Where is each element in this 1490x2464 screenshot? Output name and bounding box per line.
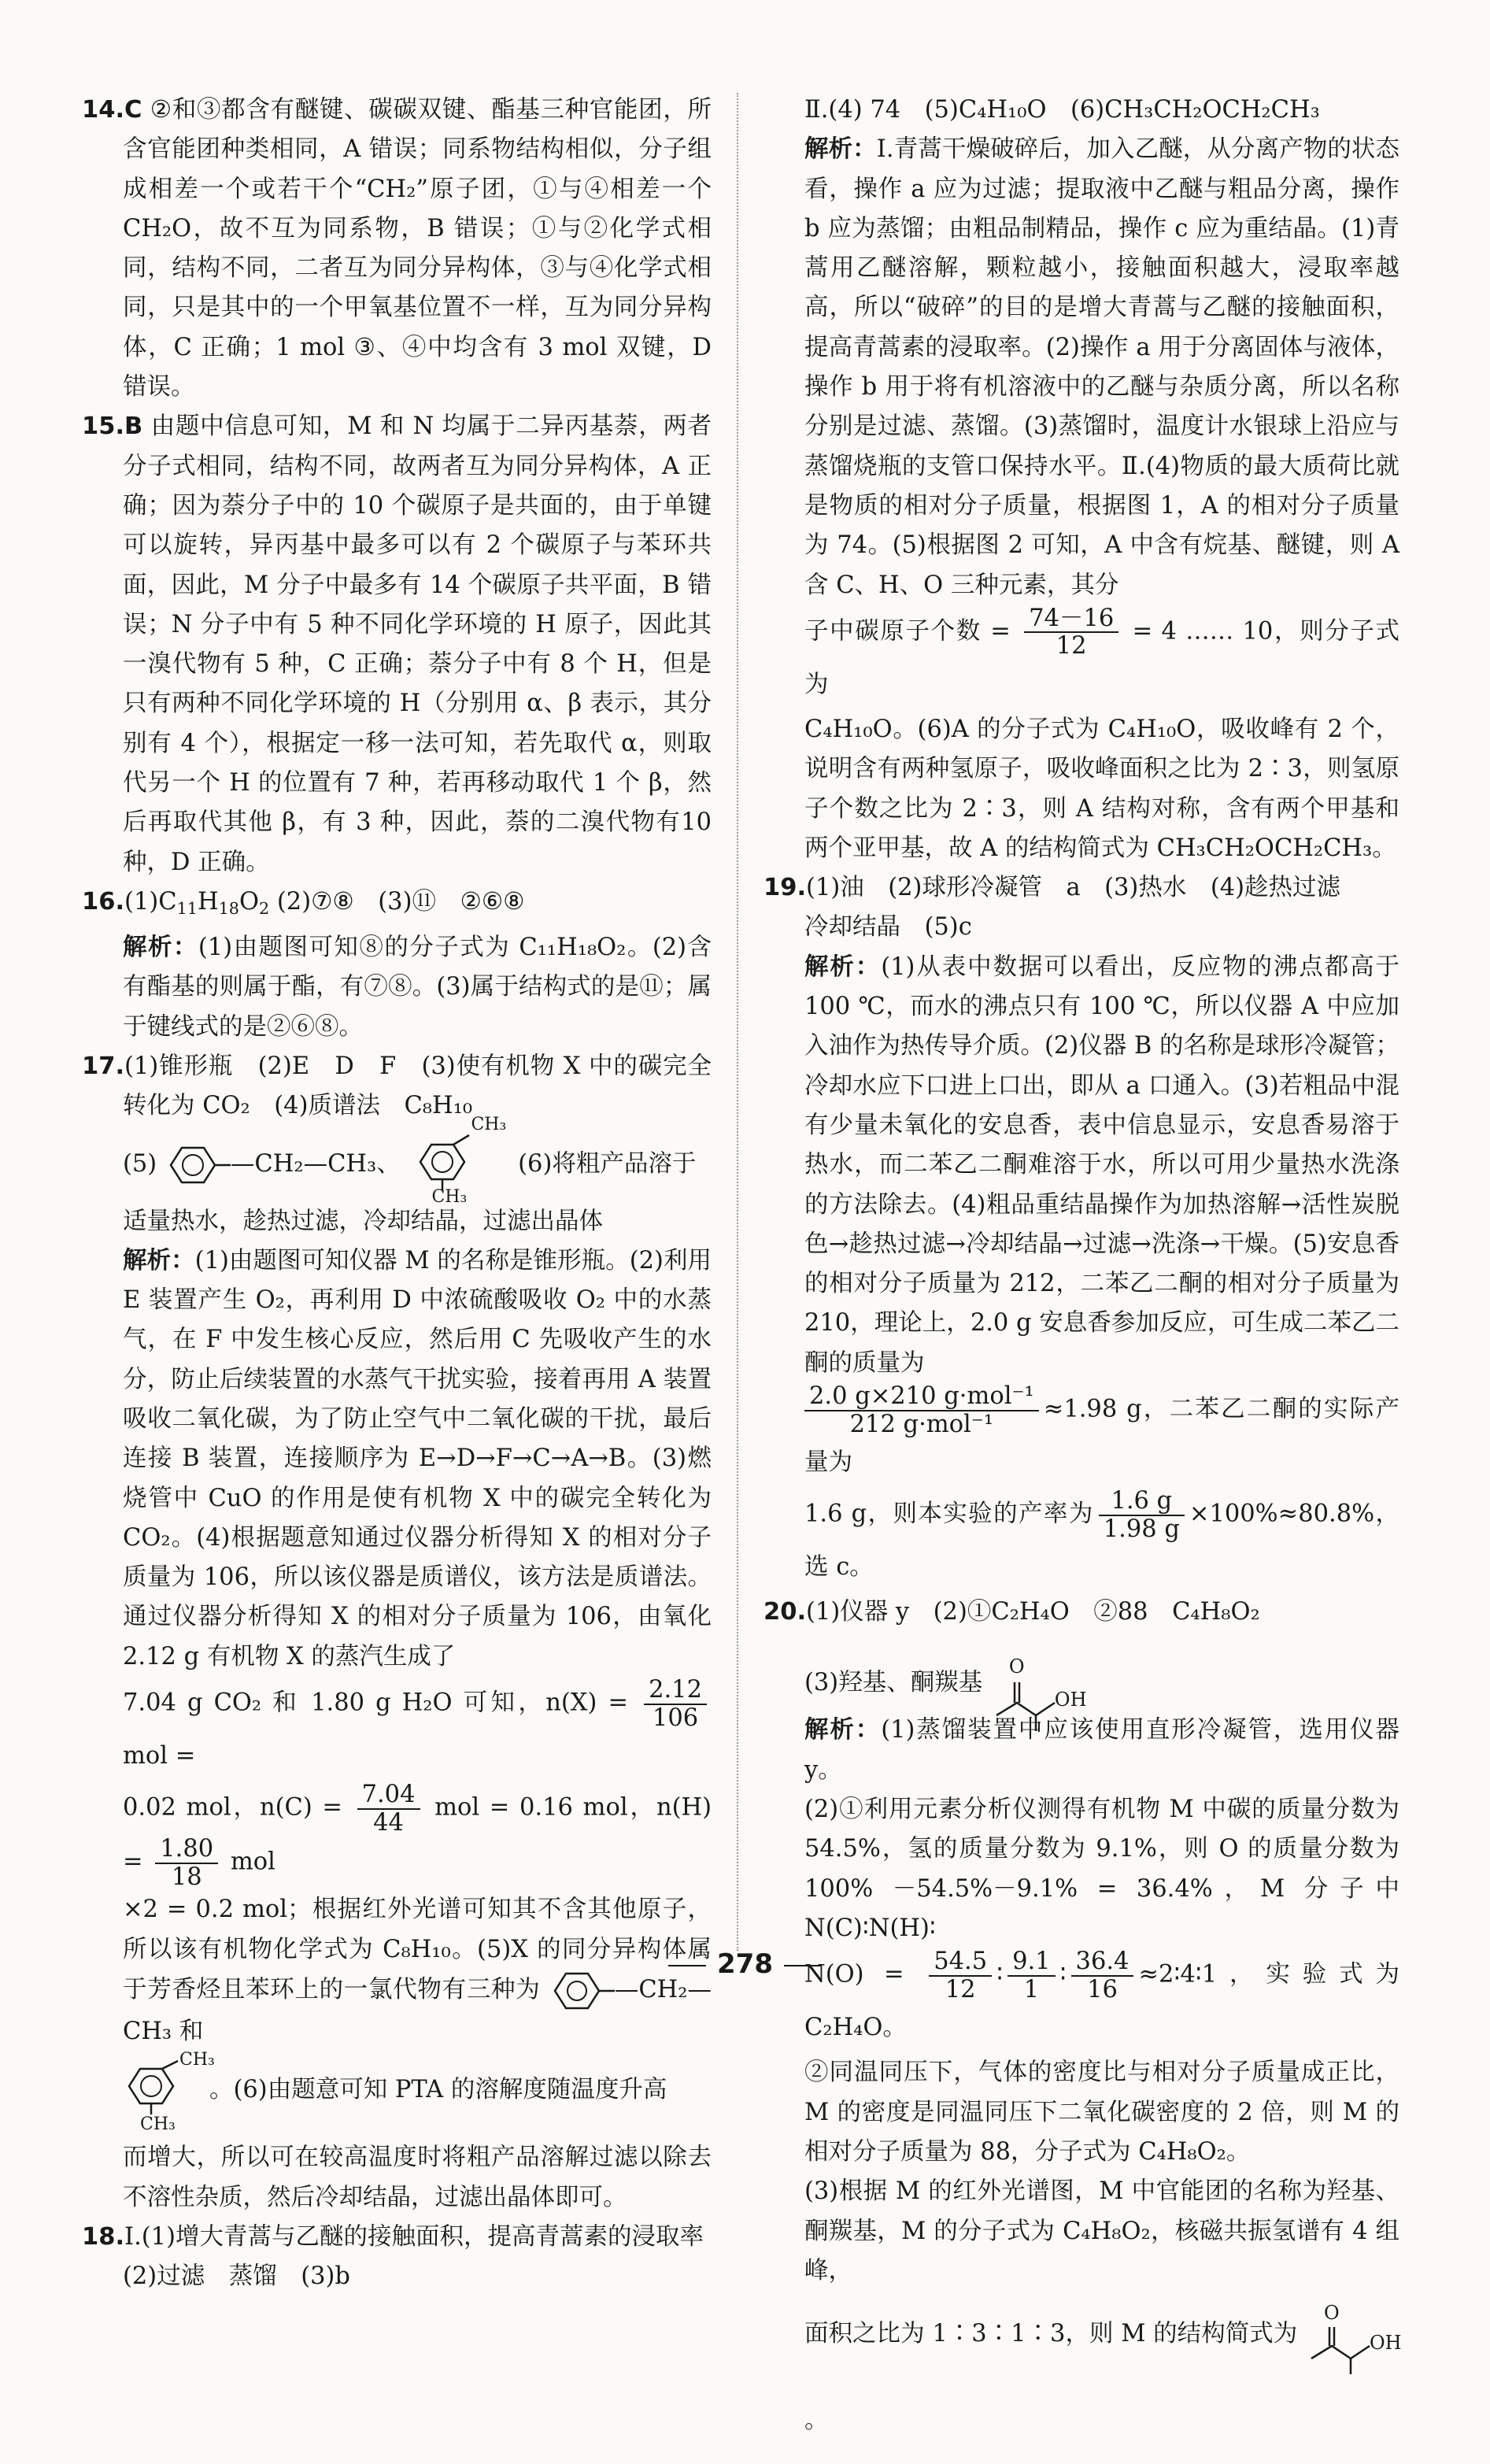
unit: mol xyxy=(230,1848,275,1876)
answer-line-1: Ⅰ.(1)增大青蒿与乙醚的接触面积，提高青蒿素的浸取率 xyxy=(124,2222,704,2251)
explanation-text: ②和③都含有醚键、碳碳双键、酯基三种官能团，所含官能团种类相同，A 错误；同系物结构相似，分子组成相差一个或若干个“CH₂”原子团，①与④相差一个 CH₂O，故不互为同系物，B 错误；①与②化学式相同，结构不同，二者互为同分异构体，③与④化学式相同，只是其中的一个甲氧基位置不一样，互为同分异构体，C 正确；1 mol ③、④中均含有 3 mol 双键，D 错误。 xyxy=(123,96,712,401)
explanation-text: (3)根据 M 的红外光谱图，M 中官能团的名称为羟基、酮羰基，M 的分子式为 C₄H₈O₂，核磁共振氢谱有 4 组峰， xyxy=(804,2177,1399,2285)
question-number: 17. xyxy=(82,1052,125,1080)
jiexi-label: 解析： xyxy=(804,135,877,164)
explanation-text: 面积之比为 1∶3∶1∶3，则 M 的结构简式为 xyxy=(804,2320,1298,2348)
denominator: 1.98 g xyxy=(1103,1515,1180,1543)
subscript: 2 xyxy=(258,898,270,918)
numerator: 74－16 xyxy=(1024,605,1118,634)
jiexi-label: 解析： xyxy=(804,1716,882,1744)
jiexi-label: 解析： xyxy=(123,1246,195,1275)
numerator: 7.04 xyxy=(357,1781,420,1810)
calc-text: ≈2∶4∶1，实验式为 C₂H₄O。 xyxy=(804,1960,1399,2042)
q17-answer-6-cont xyxy=(82,1202,712,1241)
answer-line-3: Ⅱ.(4) 74 (5)C₄H₁₀O (6)CH₃CH₂OCH₂CH₃ xyxy=(804,96,1320,124)
answer-6: (6)将粗产品溶于 xyxy=(518,1149,697,1178)
meta-xylene-structure xyxy=(123,2050,215,2135)
q20-explanation-3 xyxy=(763,2053,1399,2172)
hydroxyketone-structure xyxy=(1305,2302,1402,2377)
jiexi-label: 解析： xyxy=(804,953,882,981)
answer-letter: B xyxy=(124,413,143,441)
q18-explanation-2 xyxy=(763,710,1399,868)
methyl-label: CH₃ xyxy=(140,2114,176,2135)
q17-calc-line-2 xyxy=(82,1781,712,1890)
q19-explanation xyxy=(763,948,1399,1383)
answer-6-continued: 适量热水，趁热过滤，冷却结晶，过滤出晶体 xyxy=(123,1207,603,1235)
question-14 xyxy=(82,91,712,407)
denominator: 44 xyxy=(373,1808,404,1837)
question-number: 14. xyxy=(82,96,125,124)
q19-answer-2 xyxy=(763,908,1399,947)
q17-explanation-4 xyxy=(82,2138,712,2218)
fraction xyxy=(155,1836,218,1890)
unit: mol = xyxy=(123,1742,196,1770)
calc-text: 7.04 g CO₂ 和 1.80 g H₂O 可知，n(X) = xyxy=(123,1689,628,1717)
numerator: 2.0 g×210 g·mol⁻¹ xyxy=(804,1383,1039,1411)
question-number: 15. xyxy=(82,413,125,441)
explanation-text: (1)由题图可知仪器 M 的名称是锥形瓶。(2)利用 E 装置产生 O₂，再利用 D 中浓硫酸吸收 O₂ 中的水蒸气，在 F 中发生核心反应，然后用 C 先吸收产生的水分，防止后续装置的水蒸气干扰实验，接着再用 A 装置吸收二氧化碳，为了防止空气中二氧化碳的干扰，最后连接 B 装置，连接顺序为 E→D→F→C→A→B。(3)燃烧管中 CuO 的作用是使有机物 X 中的碳完全转化为 CO₂。(4)根据题意知通过仪器分析得知 X 的相对分子质量为 106，所以该仪器是质谱仪，该方法是质谱法。通过仪器分析得知 X 的相对分子质量为 106，由氧化 2.12 g 有机物 X 的蒸汽生成了 xyxy=(123,1246,712,1670)
calc-text: = 4 …… 10，则分子式为 xyxy=(804,617,1399,698)
calc-text: ×100%≈80.8%，选 c。 xyxy=(804,1500,1399,1582)
denominator: 1 xyxy=(1023,1975,1040,2003)
q20-answer-3 xyxy=(763,1632,1399,1711)
hydroxyl-label: OH xyxy=(1054,1689,1087,1711)
fraction xyxy=(357,1781,420,1836)
q19-calc-line-2 xyxy=(763,1488,1399,1593)
methyl-label: CH₃ xyxy=(471,1114,507,1134)
ethyl-group-label: —CH₂—CH₃ xyxy=(123,1975,712,2045)
numerator: 36.4 xyxy=(1071,1948,1134,1977)
explanation-text: Ⅰ.青蒿干燥破碎后，加入乙醚，从分离产物的状态看，操作 a 应为过滤；提取液中乙醚与粗品分离，操作 b 应为蒸馏；由粗品制精品，操作 c 应为重结晶。(1)青蒿用乙醚溶解，颗粒越小，接触面积越大，浸取率越高，所以“破碎”的目的是增大青蒿与乙醚的接触面积，提高青蒿素的浸取率。(2)操作 a 用于分离固体与液体，操作 b 用于将有机溶液中的乙醚与杂质分离，所以名称分别是过滤、蒸馏。(3)蒸馏时，温度计水银球上沿应与蒸馏烧瓶的支管口保持水平。Ⅱ.(4)物质的最大质荷比就是物质的相对分子质量，根据图 1，A 的相对分子质量为 74。(5)根据图 2 可知，A 中含有烷基、醚键，则 A 含 C、H、O 三种元素，其分 xyxy=(804,135,1400,599)
fraction xyxy=(804,1383,1039,1437)
page-number-dash xyxy=(668,1965,706,1966)
answer-line-1: (1)油 (2)球形冷凝管 a (3)热水 (4)趁热过滤 xyxy=(806,874,1341,902)
conjunction: 和 xyxy=(179,2017,204,2045)
denominator: 18 xyxy=(171,1863,202,1891)
explanation-text: 。(6)由题意可知 PTA 的溶解度随温度升高 xyxy=(209,2076,667,2104)
fraction xyxy=(1024,605,1118,660)
q16-explanation xyxy=(82,928,712,1047)
explanation-text: C₄H₁₀O。(6)A 的分子式为 C₄H₁₀O，吸收峰有 2 个，说明含有两种氢原子，吸收峰面积之比为 2∶3，则氢原子个数之比为 2∶3，则 A 结构对称，含有两个甲基和两个亚甲基，故 A 的结构简式为 CH₃CH₂OCH₂CH₃。 xyxy=(804,715,1399,862)
question-16: $16.(1)C_{11}H_{18}O_2$ (2)⑦⑧ (3)⑪ ②⑥⑧ xyxy=(82,887,525,918)
period: 。 xyxy=(804,2407,829,2435)
denominator: 12 xyxy=(1056,632,1087,660)
answer-line-1: (1)锥形瓶 (2)E D F (3)使有机物 X 中的碳完全转化为 CO₂ (4)质谱法 C₈H₁₀ xyxy=(123,1052,712,1120)
page-number-dash xyxy=(784,1965,822,1966)
explanation-text: (1)蒸馏装置中应该使用直形冷凝管，选用仪器 y。 xyxy=(804,1716,1400,1784)
numerator: 1.80 xyxy=(155,1836,218,1864)
question-18 xyxy=(82,2218,712,2257)
numerator: 2.12 xyxy=(644,1677,707,1705)
methyl-label: CH₃ xyxy=(431,1186,468,1207)
meta-xylene-structure xyxy=(408,1114,510,1207)
denominator: 106 xyxy=(652,1704,699,1732)
question-15 xyxy=(82,407,712,882)
denominator: 212 g·mol⁻¹ xyxy=(849,1410,994,1438)
q17-calc-line-1 xyxy=(82,1677,712,1781)
question-number: 19. xyxy=(763,874,807,902)
question-17 xyxy=(82,1047,712,1127)
question-20 xyxy=(763,1593,1399,1632)
answer-line-3: (3)羟基、酮羰基 xyxy=(804,1669,983,1697)
q17-explanation-3 xyxy=(82,2051,712,2138)
calc-text: ≈1.98 g，二苯乙二酮的实际产量为 xyxy=(804,1395,1399,1477)
column-divider xyxy=(737,93,738,1951)
explanation-text: 而增大，所以可在较高温度时将粗产品溶解过滤以除去不溶性杂质，然后冷却结晶，过滤出晶体即可。 xyxy=(123,2144,712,2211)
q18-answer-2 xyxy=(82,2257,712,2296)
question-19 xyxy=(763,868,1399,908)
q18-answer-3 xyxy=(763,91,1399,130)
q20-explanation xyxy=(763,1711,1399,1790)
q20-explanation-2 xyxy=(763,1790,1399,1948)
numerator: 9.1 xyxy=(1008,1948,1056,1977)
q18-explanation xyxy=(763,130,1399,605)
ethyl-group-label: —CH₂—CH₃ xyxy=(230,1149,377,1178)
numerator: 1.6 g xyxy=(1099,1488,1185,1516)
calc-text: mol = 0.16 mol，n(H) = xyxy=(123,1793,712,1876)
answer-line-2: (2)过滤 蒸馏 (3)b xyxy=(123,2262,350,2291)
answer-part-2: (2)⑦⑧ (3)⑪ ②⑥⑧ xyxy=(276,887,525,916)
explanation-text: ②同温同压下，气体的密度比与相对分子质量成正比，M 的密度是同温同压下二氧化碳密度的 2 倍，则 M 的相对分子质量为 88，分子式为 C₄H₈O₂。 xyxy=(804,2059,1399,2166)
subscript: 11 xyxy=(176,898,198,918)
jiexi-label: 解析： xyxy=(123,934,198,962)
question-number: 18. xyxy=(82,2222,125,2251)
q20-explanation-4 xyxy=(763,2172,1399,2291)
q19-calc-line-1 xyxy=(763,1383,1399,1488)
answer-5-label: (5) xyxy=(123,1149,157,1178)
question-number: 16. xyxy=(82,887,125,916)
answer-line-2: 冷却结晶 (5)c xyxy=(804,913,972,942)
separator: 、 xyxy=(376,1149,401,1178)
ratio-colon: ∶ xyxy=(1059,1960,1067,1989)
page-number xyxy=(0,1944,1490,1984)
question-number: 20. xyxy=(763,1598,807,1626)
fraction xyxy=(1099,1488,1185,1542)
explanation-text: (2)①利用元素分析仪测得有机物 M 中碳的质量分数为 54.5%，氢的质量分数为 9.1%，则 O 的质量分数为 100% －54.5%－9.1% = 36.4%，M 分子中 N(C)∶N(H)∶ xyxy=(804,1796,1399,1942)
oxygen-label: O xyxy=(1324,2302,1340,2325)
q18-calc-line xyxy=(763,605,1399,710)
answer-letter: C xyxy=(124,96,142,124)
explanation-text: (1)从表中数据可以看出，反应物的沸点都高于 100 ℃，而水的沸点只有 100 ℃，所以仪器 A 中应加入油作为热传导介质。(2)仪器 B 的名称是球形冷凝管；冷却水应下口进上口出，即从 a 口通入。(3)若粗品中混有少量未氧化的安息香，表中信息显示，安息香易溶于热水，而二苯乙二酮难溶于水，所以可用少量热水洗涤的方法除去。(4)粗品重结晶操作为加热溶解→活性炭脱色→趁热过滤→冷却结晶→过滤→洗涤→干燥。(5)安息香的相对分子质量为 212，二苯乙二酮的相对分子质量为 210，理论上，2.0 g 安息香参加反应，可生成二苯乙二酮的质量为 xyxy=(804,953,1400,1377)
explanation-text: (1)由题图可知⑧的分子式为 C₁₁H₁₈O₂。(2)含有酯基的则属于酯，有⑦⑧。(3)属于结构式的是⑪；属于键线式的是②⑥⑧。 xyxy=(123,934,712,1041)
subscript: 18 xyxy=(218,898,239,918)
q20-explanation-5 xyxy=(763,2291,1402,2435)
page-number-value: 278 xyxy=(717,1948,773,1980)
methyl-label: CH₃ xyxy=(179,2050,215,2070)
q17-answer-5 xyxy=(82,1114,712,1207)
right-column xyxy=(763,91,1402,2435)
explanation-text: ×2 = 0.2 mol；根据红外光谱可知其不含其他原子，所以该有机物化学式为 C₈H₁₀。(5)X 的同分异构体属于芳香烃且苯环上的一氯代物有三种为 xyxy=(123,1896,712,2003)
ratio-colon: ∶ xyxy=(996,1960,1004,1989)
answer-part-1: (1)C xyxy=(124,887,177,916)
answer-line-1: (1)仪器 y (2)①C₂H₄O ②88 C₄H₈O₂ xyxy=(806,1598,1260,1626)
calc-text: 子中碳原子个数 = xyxy=(804,617,1011,646)
oxygen-label: O xyxy=(1008,1656,1025,1678)
hydroxyl-label: OH xyxy=(1370,2332,1402,2355)
denominator: 16 xyxy=(1087,1975,1118,2003)
numerator: 54.5 xyxy=(929,1948,992,1977)
benzene-ring-icon xyxy=(165,1141,231,1189)
denominator: 12 xyxy=(945,1975,976,2003)
calc-text: N(O) = xyxy=(804,1960,904,1989)
fraction xyxy=(644,1677,707,1731)
calc-text: 1.6 g，则本实验的产率为 xyxy=(804,1500,1094,1528)
explanation-text: 由题中信息可知，M 和 N 均属于二异丙基萘，两者分子式相同，结构不同，故两者互为同分异构体，A 正确；因为萘分子中的 10 个碳原子是共面的，由于单键可以旋转，异丙基中最多可以有 2 个碳原子与苯环共面，因此，M 分子中最多有 14 个碳原子共平面，B 错误；N 分子中有 5 种不同化学环境的 H 原子，因此其一溴代物有 5 种，C 正确；萘分子中有 8 个 H，但是只有两种不同化学环境的 H（分别用 α、β 表示，其分别有 4 个），根据定一移一法可知，若先取代 α，则取代另一个 H 的位置有 7 种，若再移动取代 1 个 β，然后再取代其他 β，有 3 种，因此，萘的二溴代物有10 种，D 正确。 xyxy=(123,413,712,876)
q17-explanation xyxy=(82,1241,712,1677)
calc-text: 0.02 mol，n(C) = xyxy=(123,1793,342,1822)
